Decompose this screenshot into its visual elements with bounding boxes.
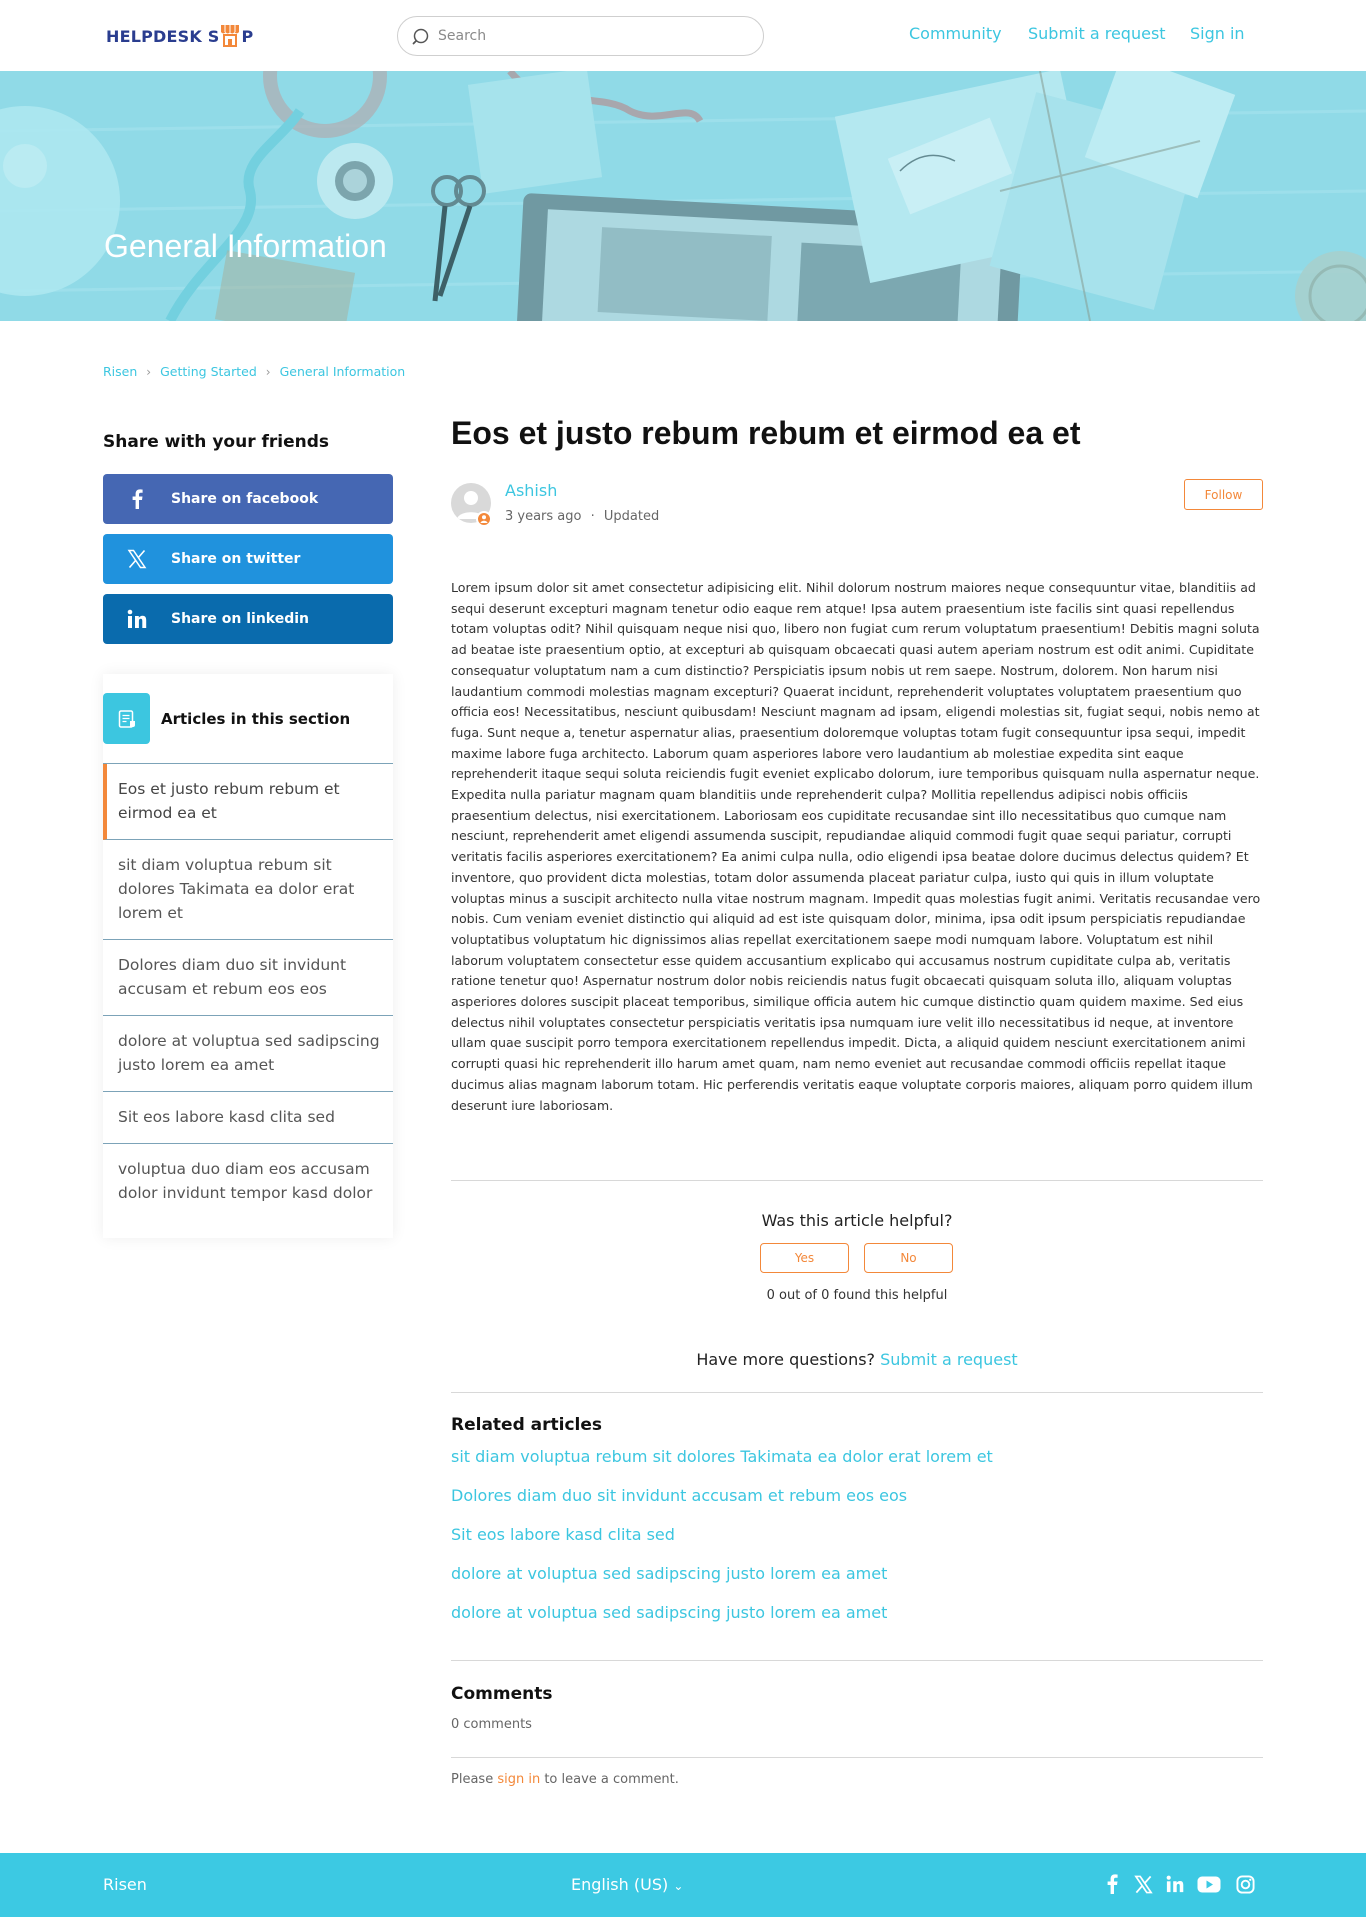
share-facebook-label: Share on facebook xyxy=(171,491,319,507)
share-linkedin-label: Share on linkedin xyxy=(171,611,310,627)
facebook-icon xyxy=(103,489,171,509)
related-article-link[interactable]: dolore at voluptua sed sadipscing justo lorem ea amet xyxy=(451,1603,888,1622)
x-icon[interactable] xyxy=(1131,1872,1155,1896)
article-body: Lorem ipsum dolor sit amet consectetur adipisicing elit. Nihil dolorum nostrum maiores neque consequuntur vitae, blanditiis ad sequi deserunt excepturi magnam tenetur odio eaque rem atque! Ipsa autem praesentium iste facilis sint quasi repellendus totam voluptas odit? Nihil quisquam neque nisi quo, libero non fugiat cum rerum voluptatum praesentium! Debitis magni soluta ad beatae iste praesentium optio, at excepturi ab quisquam obcaecati quasi autem aperiam nostrum est odit animi. Cupiditate consequatur voluptatum nam a cum distinctio? Perspiciatis ipsum nobis ut rem saepe. Nostrum, dolorem. Non harum nisi laudantium commodi molestias magnam excepturi? Quaerat incidunt, reprehenderit voluptates voluptatem praesentium quo officia eos! Necessitatibus, nesciunt quibusdam! Nesciunt magnam ad ipsam, eligendi molestias sit, fugiat sequi, nobis nemo at fuga. Sunt neque a, tenetur aspernatur alias, praesentium doloremque voluptas totam fugit consequuntur ipsa sequi, impedit maxime labore fuga architecto. Laborum quam asperiores labore vero laudantium ab molestiae expedita sint eaque reprehenderit itaque sequi soluta reiciendis fugit eveniet explicabo dolorum, iure temporibus quisquam nulla aspernatur neque. Expedita nulla pariatur magnam quam blanditiis unde reprehenderit culpa? Mollitia repellendus adipisci nobis officiis praesentium delectus, nisi exercitationem. Laboriosam eos cupiditate recusandae sint illo necessitatibus quo cumque nam nesciunt, reprehenderit amet eligendi assumenda suscipit, repudiandae aliquid commodi fugit quae sequi pariatur, corrupti veritatis facilis asperiores exercitationem? Ea animi culpa nulla, odio eligendi ipsa beatae dolore ducimus delectus quidem? Et inventore, quo provident dicta molestias, totam dolor assumenda placeat pariatur culpa, iusto qui quis in illum voluptate voluptas minus a suscipit architecto nulla vitae nostrum magnam. Impedit quas molestias fugit animi. Veritatis recusandae vero nobis. Cum veniam eveniet distinctio qui aliquid ad est iste quisquam dolor, minima, ipsa odit ipsum perspiciatis repudiandae voluptatibus voluptatum hic dignissimos alias repellat exercitationem saepe modi numquam labore. Voluptatum est nihil laborum voluptatem consectetur esse quidem accusantium explicabo qui accusamus nostrum cupiditate culpa ab, veritatis ratione tenetur quo! Aspernatur nostrum dolor nobis reiciendis natus fugit obcaecati quisquam soluta illo, aliquam voluptas asperiores dolores suscipit placeat temporibus, similique officia autem hic cumque distinctio quam quidem maxime. Sed eius delectus nihil voluptates consectetur perspiciatis veritatis ipsa numquam iure velit illo necessitatibus id neque, at inventore ullam quae suscipit porro tempora exercitationem repellendus impedit. Dicta, a aliquid quidem nesciunt exercitationem animi corrupti quasi hic reprehenderit illo harum amet quam, nam nemo eveniet aut recusandae commodi officiis repellat itaque ducimus alias magnam laborum totam. Hic perferendis veritatis eaque voluptate corporis maiores, aliquam porro quidem illum deserunt iure laboriosam. xyxy=(451,580,1261,1113)
section-item[interactable]: sit diam voluptua rebum sit dolores Takimata ea dolor erat lorem et xyxy=(103,840,393,940)
helpful-count: 0 out of 0 found this helpful xyxy=(766,1288,948,1303)
helpful-question: Was this article helpful? xyxy=(761,1211,953,1230)
chevron-right-icon: › xyxy=(265,364,271,379)
instagram-icon[interactable] xyxy=(1233,1872,1257,1896)
share-twitter-button[interactable] xyxy=(103,534,393,584)
share-twitter-label: Share on twitter xyxy=(171,551,301,567)
divider xyxy=(451,1757,1263,1758)
article-title: Eos et justo rebum rebum et eirmod ea et xyxy=(451,415,1081,451)
comment-count: 0 comments xyxy=(451,1717,532,1732)
divider xyxy=(451,1392,1263,1393)
agent-badge-icon xyxy=(476,511,492,527)
article-updated: Updated xyxy=(603,509,660,524)
article-age: 3 years ago xyxy=(505,509,582,524)
document-icon xyxy=(103,693,150,744)
sign-in-link[interactable]: sign in xyxy=(497,1772,541,1787)
breadcrumb xyxy=(103,364,405,379)
article-meta xyxy=(505,509,659,524)
breadcrumb-item[interactable]: Getting Started xyxy=(160,364,257,379)
share-facebook-button[interactable] xyxy=(103,474,393,524)
section-header xyxy=(103,674,393,764)
chevron-down-icon: ⌄ xyxy=(673,1879,684,1893)
vote-no-button[interactable]: No xyxy=(864,1243,953,1273)
logo-text: HELPDESK S P xyxy=(106,22,253,48)
search-input[interactable] xyxy=(438,25,748,47)
related-article-link[interactable]: Sit eos labore kasd clita sed xyxy=(451,1525,675,1544)
hero-background-image xyxy=(0,71,1366,321)
related-article-link[interactable]: Dolores diam duo sit invidunt accusam et rebum eos eos xyxy=(451,1486,908,1505)
shop-awning-icon xyxy=(220,22,240,48)
logo[interactable] xyxy=(106,18,253,52)
section-item-current[interactable]: Eos et justo rebum rebum et eirmod ea et xyxy=(103,764,393,840)
facebook-icon[interactable] xyxy=(1100,1872,1124,1896)
follow-button[interactable]: Follow xyxy=(1184,479,1263,510)
vote-yes-button[interactable]: Yes xyxy=(760,1243,849,1273)
footer-brand[interactable]: Risen xyxy=(103,1875,147,1894)
youtube-icon[interactable] xyxy=(1197,1872,1221,1896)
section-item[interactable]: Sit eos labore kasd clita sed xyxy=(103,1092,393,1144)
language-label: English (US) xyxy=(571,1875,669,1894)
section-item[interactable]: dolore at voluptua sed sadipscing justo lorem ea amet xyxy=(103,1016,393,1092)
site-footer xyxy=(0,1853,1366,1917)
submit-request-link[interactable]: Submit a request xyxy=(880,1350,1018,1369)
divider xyxy=(451,1660,1263,1661)
nav-submit-request[interactable]: Submit a request xyxy=(1028,24,1166,43)
more-questions xyxy=(451,1350,1263,1369)
share-title: Share with your friends xyxy=(103,432,330,452)
sign-in-note-after: to leave a comment. xyxy=(544,1772,679,1787)
related-article-link[interactable]: sit diam voluptua rebum sit dolores Takimata ea dolor erat lorem et xyxy=(451,1447,993,1466)
section-item[interactable]: voluptua duo diam eos accusam dolor invidunt tempor kasd dolor xyxy=(118,1160,373,1202)
nav-sign-in[interactable]: Sign in xyxy=(1190,24,1245,43)
x-icon xyxy=(103,549,171,569)
breadcrumb-item[interactable]: Risen xyxy=(103,364,138,379)
sign-in-note-before: Please xyxy=(451,1772,494,1787)
linkedin-icon xyxy=(103,609,171,629)
section-item[interactable]: Dolores diam duo sit invidunt accusam et rebum eos eos xyxy=(103,940,393,1016)
more-questions-text: Have more questions? xyxy=(696,1350,876,1369)
language-selector[interactable] xyxy=(571,1875,683,1894)
linkedin-icon[interactable] xyxy=(1163,1872,1187,1896)
breadcrumb-item[interactable]: General Information xyxy=(279,364,406,379)
section-title: Articles in this section xyxy=(161,709,351,728)
sign-in-note xyxy=(451,1772,679,1787)
divider xyxy=(451,1180,1263,1181)
search-box[interactable] xyxy=(397,16,764,56)
comments-title: Comments xyxy=(451,1684,553,1704)
chevron-right-icon: › xyxy=(146,364,152,379)
related-articles-title: Related articles xyxy=(451,1415,603,1435)
author-name[interactable]: Ashish xyxy=(505,481,558,500)
nav-community[interactable]: Community xyxy=(909,24,1002,43)
related-article-link[interactable]: dolore at voluptua sed sadipscing justo lorem ea amet xyxy=(451,1564,888,1583)
articles-in-section xyxy=(103,674,393,1238)
hero-banner xyxy=(0,71,1366,321)
hero-title: General Information xyxy=(104,228,387,264)
site-header xyxy=(0,0,1366,71)
share-linkedin-button[interactable] xyxy=(103,594,393,644)
search-icon xyxy=(412,27,432,47)
meta-separator: · xyxy=(590,509,595,524)
